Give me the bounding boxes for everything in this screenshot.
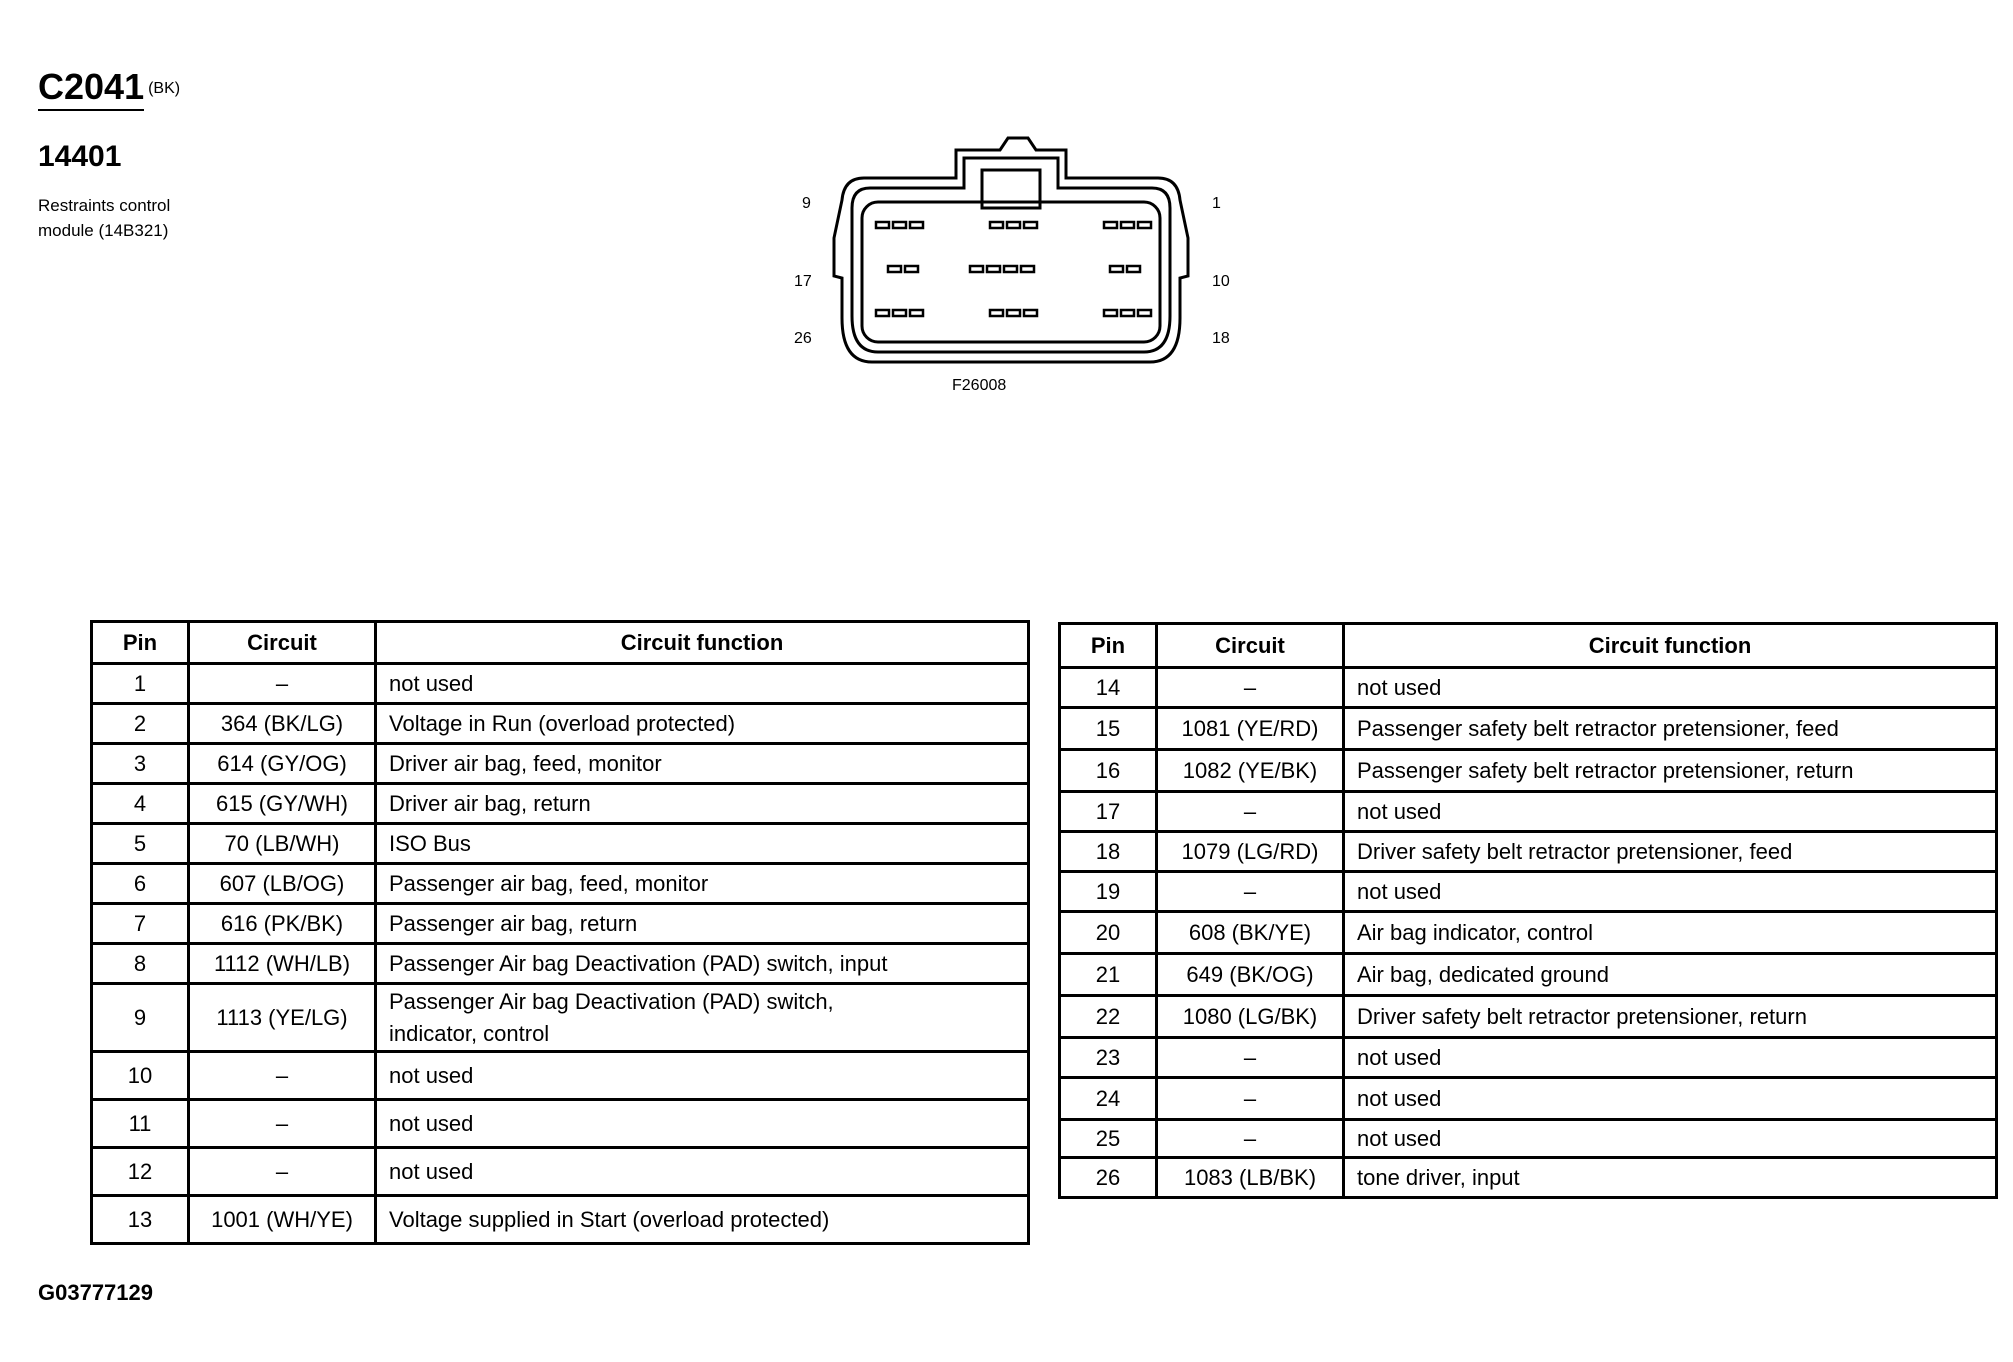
figure-id-label: F26008: [952, 377, 1007, 394]
pin-cell: 15: [1060, 708, 1157, 750]
pin-label-10: 10: [1212, 273, 1230, 290]
pin-cell: 10: [92, 1052, 189, 1100]
function-cell: not used: [1344, 1038, 1997, 1078]
circuit-cell: 1082 (YE/BK): [1157, 750, 1344, 792]
pin-cell: 2: [92, 704, 189, 744]
function-cell: not used: [376, 1052, 1029, 1100]
function-cell: Passenger air bag, return: [376, 904, 1029, 944]
pin-label-9: 9: [802, 195, 811, 212]
pin-table-right: [1058, 622, 1998, 1199]
circuit-cell: –: [1157, 792, 1344, 832]
function-cell: not used: [1344, 872, 1997, 912]
function-cell: Passenger safety belt retractor pretensioner, feed: [1344, 708, 1997, 750]
function-cell: not used: [1344, 1078, 1997, 1120]
circuit-cell: 616 (PK/BK): [189, 904, 376, 944]
pin-cell: 3: [92, 744, 189, 784]
pin-cell: 26: [1060, 1158, 1157, 1198]
terminal-cavities: [876, 222, 1151, 316]
description-line-1: Restraints control: [38, 196, 171, 215]
table-row: [92, 984, 1029, 1052]
circuit-cell: 1081 (YE/RD): [1157, 708, 1344, 750]
table-row: [92, 664, 1029, 704]
table-row: [92, 744, 1029, 784]
table-row: [92, 784, 1029, 824]
circuit-cell: 614 (GY/OG): [189, 744, 376, 784]
pin-cell: 22: [1060, 996, 1157, 1038]
table-row: [92, 1100, 1029, 1148]
circuit-cell: 649 (BK/OG): [1157, 954, 1344, 996]
table-row: [1060, 750, 1997, 792]
table-row: [92, 904, 1029, 944]
circuit-cell: –: [189, 664, 376, 704]
circuit-cell: 608 (BK/YE): [1157, 912, 1344, 954]
function-cell: not used: [1344, 1120, 1997, 1158]
connector-inner-shell: [852, 158, 1170, 352]
pin-cell: 25: [1060, 1120, 1157, 1158]
pin-cell: 20: [1060, 912, 1157, 954]
table-row: [92, 824, 1029, 864]
pin-cell: 7: [92, 904, 189, 944]
function-cell: not used: [376, 1100, 1029, 1148]
circuit-cell: –: [1157, 668, 1344, 708]
header-function: Circuit function: [1344, 624, 1997, 668]
pin-cell: 16: [1060, 750, 1157, 792]
function-cell: tone driver, input: [1344, 1158, 1997, 1198]
table-row: [92, 1148, 1029, 1196]
function-cell: Driver safety belt retractor pretensioner, feed: [1344, 832, 1997, 872]
function-cell: Passenger air bag, feed, monitor: [376, 864, 1029, 904]
circuit-cell: –: [1157, 1120, 1344, 1158]
circuit-cell: 1080 (LG/BK): [1157, 996, 1344, 1038]
circuit-cell: –: [189, 1100, 376, 1148]
connector-heading: [38, 66, 180, 108]
function-cell: Passenger safety belt retractor pretensioner, return: [1344, 750, 1997, 792]
pin-label-26: 26: [794, 330, 812, 347]
pin-cell: 17: [1060, 792, 1157, 832]
circuit-cell: 615 (GY/WH): [189, 784, 376, 824]
pin-cell: 24: [1060, 1078, 1157, 1120]
pin-cell: 6: [92, 864, 189, 904]
pin-cell: 5: [92, 824, 189, 864]
header-circuit: Circuit: [189, 622, 376, 664]
header-pin: Pin: [1060, 624, 1157, 668]
pin-label-1: 1: [1212, 195, 1221, 212]
table-row: [92, 864, 1029, 904]
connector-outer-shell: [834, 138, 1188, 362]
module-description: [38, 193, 258, 243]
pin-table-left: [90, 620, 1030, 1245]
pin-label-17: 17: [794, 273, 812, 290]
function-cell: not used: [1344, 792, 1997, 832]
function-cell: Air bag, dedicated ground: [1344, 954, 1997, 996]
circuit-cell: 70 (LB/WH): [189, 824, 376, 864]
circuit-cell: –: [1157, 872, 1344, 912]
pin-cell: 8: [92, 944, 189, 984]
pin-label-18: 18: [1212, 330, 1230, 347]
connector-diagram: [760, 130, 1260, 410]
circuit-cell: 364 (BK/LG): [189, 704, 376, 744]
connector-face-drawing: [760, 130, 1260, 410]
table-row: [92, 1052, 1029, 1100]
description-line-2: module (14B321): [38, 221, 169, 240]
function-cell: Driver safety belt retractor pretensioner, return: [1344, 996, 1997, 1038]
circuit-cell: –: [189, 1052, 376, 1100]
table-row: [92, 1196, 1029, 1244]
document-figure-code: G03777129: [38, 1280, 153, 1305]
pin-cell: 19: [1060, 872, 1157, 912]
circuit-cell: 1083 (LB/BK): [1157, 1158, 1344, 1198]
function-cell: not used: [376, 664, 1029, 704]
header-pin: Pin: [92, 622, 189, 664]
connector-color: (BK): [148, 80, 181, 97]
circuit-cell: 1001 (WH/YE): [189, 1196, 376, 1244]
table-row: [1060, 1038, 1997, 1078]
pin-cell: 1: [92, 664, 189, 704]
circuit-cell: –: [1157, 1078, 1344, 1120]
function-cell: ISO Bus: [376, 824, 1029, 864]
function-cell: [376, 984, 1029, 1052]
table-row: [92, 704, 1029, 744]
function-cell: Air bag indicator, control: [1344, 912, 1997, 954]
table-row: [1060, 912, 1997, 954]
pin-cell: 21: [1060, 954, 1157, 996]
pin-cell: 9: [92, 984, 189, 1052]
table-row: [1060, 1158, 1997, 1198]
circuit-cell: 607 (LB/OG): [189, 864, 376, 904]
circuit-cell: 1079 (LG/RD): [1157, 832, 1344, 872]
pin-cell: 4: [92, 784, 189, 824]
function-line-1: Passenger Air bag Deactivation (PAD) switch,: [389, 988, 834, 1014]
function-line-2: indicator, control: [389, 1020, 550, 1046]
part-number: 14401: [38, 140, 122, 173]
circuit-cell: –: [1157, 1038, 1344, 1078]
table-row: [1060, 1120, 1997, 1158]
pin-cell: 13: [92, 1196, 189, 1244]
pin-cell: 14: [1060, 668, 1157, 708]
pin-cell: 11: [92, 1100, 189, 1148]
function-cell: Passenger Air bag Deactivation (PAD) switch, input: [376, 944, 1029, 984]
table-row: [1060, 708, 1997, 750]
table-row: [92, 944, 1029, 984]
function-cell: not used: [1344, 668, 1997, 708]
table-row: [1060, 1078, 1997, 1120]
table-row: [1060, 954, 1997, 996]
table-row: [1060, 792, 1997, 832]
function-cell: Voltage supplied in Start (overload protected): [376, 1196, 1029, 1244]
function-cell: not used: [376, 1148, 1029, 1196]
header-circuit: Circuit: [1157, 624, 1344, 668]
function-cell: Voltage in Run (overload protected): [376, 704, 1029, 744]
pin-cell: 23: [1060, 1038, 1157, 1078]
table-row: [1060, 996, 1997, 1038]
table-row: [1060, 832, 1997, 872]
pin-cell: 18: [1060, 832, 1157, 872]
table-row: [1060, 872, 1997, 912]
circuit-cell: 1113 (YE/LG): [189, 984, 376, 1052]
connector-code: C2041: [38, 66, 144, 111]
function-cell: Driver air bag, return: [376, 784, 1029, 824]
header-function: Circuit function: [376, 622, 1029, 664]
circuit-cell: 1112 (WH/LB): [189, 944, 376, 984]
circuit-cell: –: [189, 1148, 376, 1196]
table-row: [1060, 668, 1997, 708]
function-cell: Driver air bag, feed, monitor: [376, 744, 1029, 784]
pin-cell: 12: [92, 1148, 189, 1196]
